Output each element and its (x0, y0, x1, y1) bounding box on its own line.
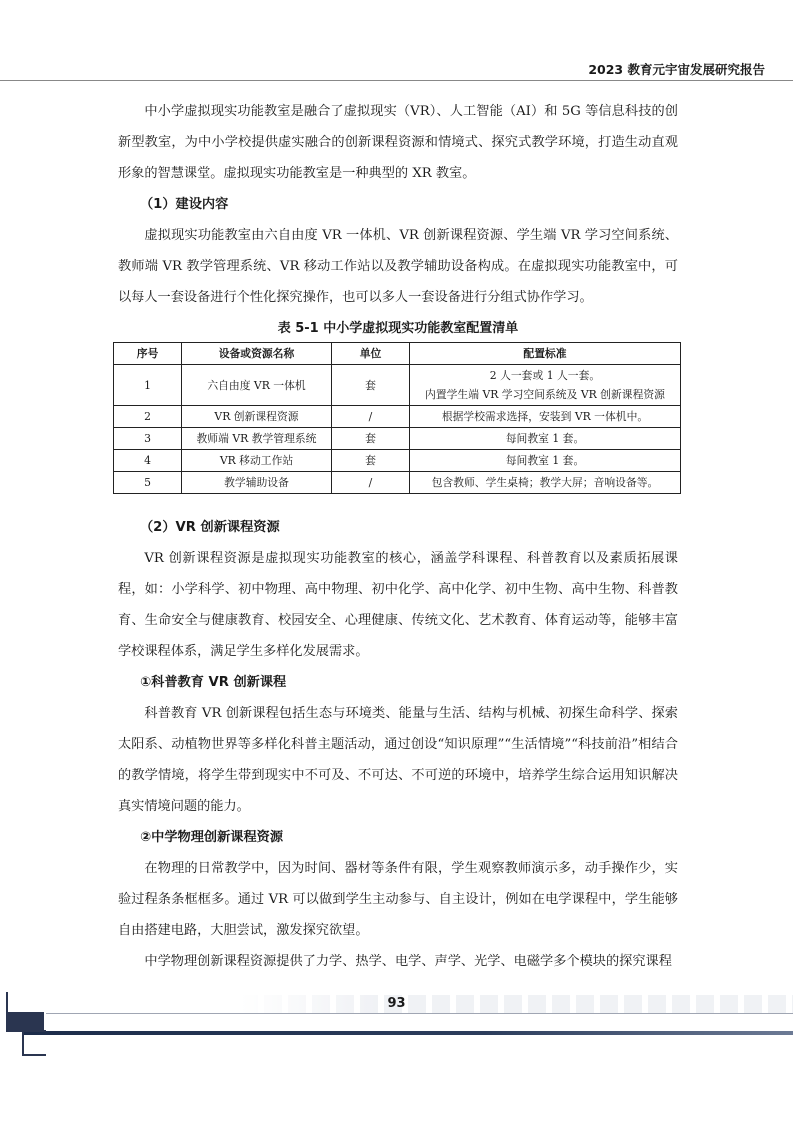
table-row (114, 472, 681, 494)
section-heading-vr-courses: （2）VR 创新课程资源 (140, 520, 280, 535)
cell-unit: 套 (332, 450, 410, 472)
header-divider (0, 80, 793, 81)
cell-no: 2 (114, 406, 182, 428)
intro-paragraph: 中小学虚拟现实功能教室是融合了虚拟现实（VR）、人工智能（AI）和 5G 等信息科技的创新型教室，为中小学校提供虚实融合的创新课程资源和情境式、探究式教学环境，打造生动直观形象的智慧课堂。虚拟现实功能教室是一种典型的 XR 教室。 (118, 104, 678, 181)
table-row (114, 406, 681, 428)
section-heading-construction: （1）建设内容 (140, 197, 229, 212)
table-caption: 表 5-1 中小学虚拟现实功能教室配置清单 (277, 321, 519, 336)
cell-name: 教学辅助设备 (182, 472, 332, 494)
cell-standard: 包含教师、学生桌椅；教学大屏；音响设备等。 (410, 472, 681, 494)
cell-no: 4 (114, 450, 182, 472)
physics-paragraph-2: 中学物理创新课程资源提供了力学、热学、电学、声学、光学、电磁学多个模块的探究课程 (144, 954, 672, 969)
cell-name: VR 创新课程资源 (182, 406, 332, 428)
cell-unit: / (332, 406, 410, 428)
table-header-row (114, 343, 681, 365)
cell-standard: 根据学校需求选择，安装到 VR 一体机中。 (410, 406, 681, 428)
cell-name: 六自由度 VR 一体机 (182, 365, 332, 406)
cell-no: 1 (114, 365, 182, 406)
col-header-standard: 配置标准 (410, 343, 681, 365)
table-spacer (118, 494, 678, 512)
cell-unit: 套 (332, 428, 410, 450)
cell-name: 教师端 VR 教学管理系统 (182, 428, 332, 450)
cell-standard-line1: 2 人一套或 1 人一套。 (489, 369, 601, 382)
construction-paragraph: 虚拟现实功能教室由六自由度 VR 一体机、VR 创新课程资源、学生端 VR 学习空间系统、教师端 VR 教学管理系统、VR 移动工作站以及教学辅助设备构成。在虚拟现实功能教室中，可以每人一套设备进行个性化探究操作，也可以多人一套设备进行分组式协作学习。 (118, 228, 678, 305)
subsection-heading-physics: ②中学物理创新课程资源 (140, 830, 284, 845)
page-body (118, 96, 678, 977)
cell-standard: 每间教室 1 套。 (410, 450, 681, 472)
cell-standard (410, 365, 681, 406)
config-table (113, 342, 681, 494)
cell-no: 5 (114, 472, 182, 494)
col-header-unit: 单位 (332, 343, 410, 365)
vr-courses-paragraph: VR 创新课程资源是虚拟现实功能教室的核心，涵盖学科课程、科普教育以及素质拓展课程，如：小学科学、初中物理、高中物理、初中化学、高中化学、初中生物、高中生物、科普教育、生命安全与健康教育、校园安全、心理健康、传统文化、艺术教育、体育运动等，能够丰富学校课程体系，满足学生多样化发展需求。 (118, 551, 678, 659)
cell-unit: 套 (332, 365, 410, 406)
science-paragraph: 科普教育 VR 创新课程包括生态与环境类、能量与生活、结构与机械、初探生命科学、探索太阳系、动植物世界等多样化科普主题活动，通过创设“知识原理”“生活情境”“科技前沿”相结合的教学情境，将学生带到现实中不可及、不可达、不可逆的环境中，培养学生综合运用知识解决真实情境问题的能力。 (118, 706, 678, 814)
table-row (114, 450, 681, 472)
report-title: 2023 教育元宇宙发展研究报告 (588, 62, 765, 77)
col-header-no: 序号 (114, 343, 182, 365)
physics-paragraph-1: 在物理的日常教学中，因为时间、器材等条件有限，学生观察教师演示多，动手操作少，实验过程条条框框多。通过 VR 可以做到学生主动参与、自主设计，例如在电学课程中，学生能够自由搭建电路，大胆尝试，激发探究欲望。 (118, 861, 678, 938)
footer-bar (22, 1031, 793, 1035)
cell-standard-line2: 内置学生端 VR 学习空间系统及 VR 创新课程资源 (425, 388, 665, 401)
cell-unit: / (332, 472, 410, 494)
cell-standard: 每间教室 1 套。 (410, 428, 681, 450)
page-number: 93 (387, 996, 406, 1011)
table-row (114, 365, 681, 406)
subsection-heading-science: ①科普教育 VR 创新课程 (140, 675, 287, 690)
footer-thin-rule (22, 1013, 793, 1014)
cell-no: 3 (114, 428, 182, 450)
table-row (114, 428, 681, 450)
col-header-name: 设备或资源名称 (182, 343, 332, 365)
footer-corner-line (22, 1016, 46, 1056)
cell-name: VR 移动工作站 (182, 450, 332, 472)
